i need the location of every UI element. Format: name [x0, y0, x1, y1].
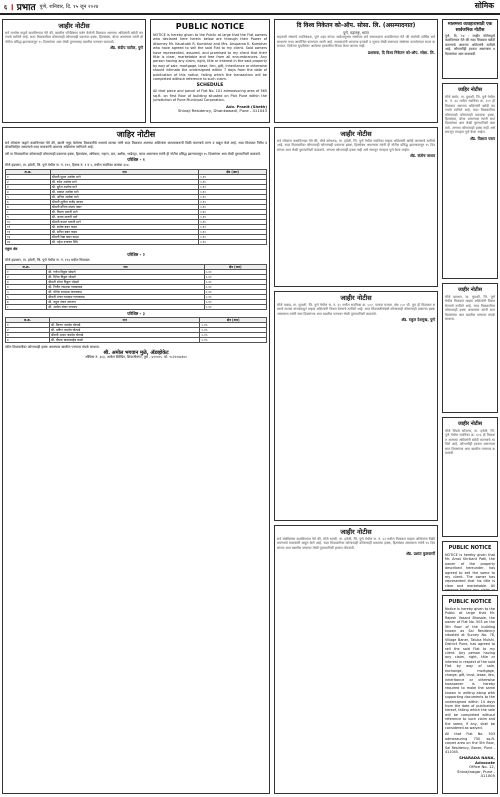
newspaper-header — [0, 0, 500, 15]
table-cell: १ — [6, 322, 50, 327]
table-cell: ४ — [6, 337, 50, 342]
jahir-notice-top — [2, 19, 146, 123]
notice-body: मौजे बाणेर, ता. मुळशी, जि. पुणे येथील स. नं. ३४ मधील सदनिका क्र. २०१ ही मिळकत आमच्या अशिलांनी खरेदी करण्याचे ठरविले आहे. सदर मिळकतीवर कोणाचाही कोणत्याही प्रकारचा हक्क, हितसंबंध, बोजा असल्यास त्यांनी सात दिवसांच्या आत लेखी पुराव्यानिशी कळवावे. अन्यथा कोणाचाही हक्क नाही असे समजून व्यवहार पूर्ण केला जाईल. — [445, 95, 495, 135]
table-cell: ५ — [6, 290, 47, 295]
table-cell: ०.१५ — [200, 337, 267, 342]
table-cell: ०.२० — [204, 300, 266, 305]
notice-signer: Adv. Pranit (Sheth) — [226, 103, 267, 109]
jahir-notice-mid — [274, 127, 438, 287]
table-cell: श्रीमती सुमन अशोक माने — [50, 175, 198, 180]
table-cell: ०.१० — [199, 200, 267, 205]
schedule-2-heading: परिशिष्ट - २ — [127, 252, 145, 258]
schedule-text: All that Flat No. 503 admeasuring 750 sq.ft. carpet area on the 5th floor, Sai Residency, Baner, Pune - 411045. — [445, 732, 495, 754]
notice-signer: अ‍ॅड. प्रशांत कुलकर्णी — [405, 551, 435, 557]
edition-date: पुणे, शनिवार, दि. १५ जून २०२४ — [39, 3, 99, 10]
table-cell: ०.१० — [199, 220, 267, 225]
notice-title: PUBLIC NOTICE — [448, 599, 492, 605]
table-cell: श्री. अजय मारुती माने — [50, 215, 198, 220]
table-cell: ०.२० — [204, 270, 266, 275]
table-cell: २ — [6, 327, 50, 332]
notice-para2: तरी या मिळकतीवर कोणाचाही कोणत्याही प्रकारचा हक्क, हितसंबंध, अधिकार, गहाण, दान, बक्षीस, भाडेपट्टा, करार असल्यास त्यांनी ही नोटीस प्रसिद्ध झाल्यापासून १५ दिवसांच्या आत लेखी पुराव्यानिशी कळवावे. — [5, 151, 261, 156]
table-cell: ८ — [6, 210, 51, 215]
table-cell: श्रीमती कमल मारुती माने — [50, 220, 198, 225]
table-cell: ०.१० — [199, 185, 267, 190]
table-cell: श्री. प्रकाश अशोक माने — [50, 190, 198, 195]
right-notice-4 — [442, 417, 498, 537]
total-label: एकूण क्षेत्र — [5, 247, 18, 252]
table-cell: १ — [6, 270, 47, 275]
notice-title: PUBLIC NOTICE — [448, 545, 492, 551]
table-row — [6, 305, 267, 310]
notice-signer: अ‍ॅड. संदीप पाटील, पुणे — [109, 45, 143, 51]
table-cell: श्री. अनिल अशोक माने — [50, 195, 198, 200]
table-header-cell: अ.क्र. — [6, 265, 47, 270]
table-cell: ३ — [6, 185, 51, 190]
table-header-cell: अ.क्र. — [6, 170, 51, 175]
notice-body: सर्व संबंधितांना कळविण्यात येते की, मौजे धायरी, ता. हवेली, जि. पुणे येथील स. नं. ४२ मधील मिळकत माझ्या अशिलांना विक्री करण्याचे मालकांनी कबूल केले आहे. सदर मिळकतीवर कोणाचाही कोणत्याही प्रकारचा हक्क, हितसंबंध असल्यास त्यांनी १४ दिवसांच्या आत खालील पत्त्यावर लेखी पुराव्यानिशी हरकत नोंदवावी. — [277, 537, 435, 550]
notice-subtitle: पुणे, महाराष्ट्र, भारत — [343, 31, 369, 35]
table-cell: श्री. गणेश विठ्ठल भोसले — [47, 270, 204, 275]
table-cell: ०.२० — [204, 305, 266, 310]
table-cell: श्री. विजय मारुती माने — [50, 210, 198, 215]
table-cell: श्रीमती वनिता संजय पवार — [50, 205, 198, 210]
table-cell: श्री. संतोष बबन कदम — [50, 225, 198, 230]
table-header-cell: नाव — [47, 265, 204, 270]
table-cell: ०.१० — [199, 235, 267, 240]
notice-signer: श्री. अमोल भगवान मुळे, अ‍ॅडव्होकेट — [103, 350, 169, 357]
right-notice-3 — [442, 283, 498, 413]
table-cell: श्री. योगेश रामदास गायकवाड — [47, 290, 204, 295]
table-cell: ०.१५ — [200, 327, 267, 332]
brand-name: प्रभात — [16, 3, 36, 13]
jahir-notice-big — [2, 127, 270, 794]
schedule-2-text: मौजे हडपसर, ता. हवेली, जि. पुणे येथील स. नं. १९३ मधील मिळकत. — [5, 257, 91, 262]
table-cell: ४ — [6, 190, 51, 195]
public-notice-english-1 — [150, 19, 270, 123]
notice-title: मालमत्ता व्यवहारासाठी एक सार्वजनिक नोटीस — [447, 22, 493, 33]
table-header-cell: नाव — [49, 317, 200, 322]
cooperative-society-notice — [274, 19, 438, 123]
notice-body: मौजे पिंपळे सौदागर, ता. हवेली, जि. पुणे येथील सदनिका क्र. ६०३ ही मिळकत आमच्या अशिलांनी खरेदी करण्याचे ठरविले आहे. कोणाचीही हरकत असल्यास सात दिवसांच्या आत खालील पत्त्यावर कळवावी. — [445, 429, 495, 456]
notice-footer: वरील मिळकतीवर कोणाचाही हक्क असल्यास खालील पत्त्यावर संपर्क साधावा. — [5, 344, 100, 349]
table-cell: ७ — [6, 300, 47, 305]
right-notice-1 — [442, 19, 498, 79]
table-cell: ९ — [6, 215, 51, 220]
notice-body: NOTICE is hereby given to the Public at large that the Flat owners who declared here herein below are through their Power of Attorney Mr. Kaustubh R. Kumbhar and Mrs. Anupama K. Kumbhar who have agreed to sell the said Flat to my client. Said owners have represented, assured, and promised to my client that their title is clear, marketable and free from all encumbrances. Any person having any claim, right, title or interest in the said property by way of sale, mortgage, lease, lien, gift, inheritance or otherwise should intimate the undersigned within 7 days from the date of publication of this notice, failing which the transaction will be completed without reference to such claim. — [153, 33, 267, 82]
table-cell: ०.१० — [199, 230, 267, 235]
notice-body: सर्व लोकांना कळविण्यात येते की, मौजे कोथरूड, ता. हवेली, जि. पुणे येथील सदनिका माझ्या अशिलांनी खरेदी करण्याचे ठरविले आहे. सदर मिळकतीवर कोणाचाही कोणत्याही प्रकारचा हक्क, हितसंबंध असल्यास त्यांनी ही नोटीस प्रसिद्ध झाल्यापासून १५ दिवसांच्या आत लेखी पुराव्यानिशी कळवावे. अन्यथा कोणाचाही हक्क नाही असे समजून व्यवहार पूर्ण केला जाईल. — [277, 139, 435, 152]
right-notice-2 — [442, 83, 498, 279]
table-cell: श्री. नितीन रामदास गायकवाड — [47, 285, 204, 290]
schedule-text: All that piece and parcel of Flat No. 101 admeasuring area of 565 sq.ft. on first floor of building situated on Plot Pune within the jurisdiction of Pune Municipal Corporation. — [153, 89, 267, 103]
jahir-notice-bottom — [274, 525, 438, 794]
table-cell: २ — [6, 275, 47, 280]
notice-title: जाहीर नोटीस — [457, 287, 482, 293]
table-cell: श्री. राहुल शंकर जगताप — [47, 300, 204, 305]
table-header-cell: क्षेत्र (आर) — [199, 170, 267, 175]
table-cell: ५ — [6, 195, 51, 200]
notice-body: मौजे वाकड, ता. मुळशी, जि. पुणे येथील स. नं. ६५ मधील सदनिका क्र. ५०२, पाचवा मजला, क्षेत्र ८५० चौ. फूट ही मिळकत सध्याचे मालक यांच्याकडून माझ्या अशिलांनी विकत घेण्याचे ठरविले आहे. सदर मिळकतीसंबंधी कोणाचाही कोणत्याही प्रकारचा हक्क असल्यास त्यांनी सात दिवसांच्या आत खालील पत्त्यावर लेखी पुराव्यानिशी कळवावे. — [277, 303, 435, 316]
notice-body: Notice is hereby given to the Public at large that Mr. Rajesh Vasant Bhosale, the owner of Flat No. 503 on the 5th floor of the building known as Sai Residency situated at Survey No. 78, Village Baner, Taluka Mulshi, District Pune, has agreed to sell the said Flat to my client. Any person having any claim, right, title or interest in respect of the said Flat by way of sale, exchange, mortgage, charge, gift, trust, lease, lien, inheritance or otherwise howsoever is hereby required to make the same known in writing along with supporting documents to the undersigned within 14 days from the date of publication hereof, failing which the sale will be completed without reference to such claim and the same, if any, shall be considered as waived. — [445, 607, 495, 730]
notice-body: सर्व जनतेस याद्वारे कळविण्यात येते की, खालील परिशिष्टात वर्णन केलेली मिळकत आमच्या अशिलांनी खरेदी करण्याचे ठरविले आहे. सदर मिळकतीवर कोणाचाही कोणत्याही प्रकारचा हक्क, हितसंबंध, बोजा असल्यास त्यांनी ही नोटीस प्रसिद्ध झाल्यापासून १५ दिवसांच्या आत लेखी पुराव्यासह खालील पत्त्यावर कळवावे. — [5, 31, 143, 44]
jahir-notice-mid2 — [274, 291, 438, 521]
table-cell: ०.१० — [199, 175, 267, 180]
table-cell: ३ — [6, 280, 47, 285]
notice-signer: प्रशासक, दि विश्व निकेतन को-ऑप. सोसा. लि. — [367, 49, 435, 55]
table-cell: ०.२० — [204, 290, 266, 295]
table-cell: ०.१० — [199, 240, 267, 245]
table-cell: ०.२० — [204, 280, 266, 285]
table-cell: श्रीमती सुनीता राजेंद्र जाधव — [50, 200, 198, 205]
table-cell: ११ — [6, 225, 51, 230]
table-header-cell: क्षेत्र (आर) — [200, 317, 267, 322]
table-header-cell: नाव — [50, 170, 198, 175]
notice-body: मौजे बावधन, ता. मुळशी, जि. पुणे येथील मिळकत माझ्या अशिलांनी विकत घेण्याचे ठरविले आहे. सदर मिळकतीवर कोणाचाही हक्क असल्यास त्यांनी सात दिवसांच्या आत खालील पत्त्यावर संपर्क साधावा. — [445, 295, 495, 322]
notice-title: जाहीर नोटीस — [58, 22, 90, 30]
table-cell: श्री. महेश दत्तात्रय शिंदे — [50, 240, 198, 245]
table-cell: १४ — [6, 240, 51, 245]
table-cell: २ — [6, 180, 51, 185]
table-cell: १२ — [6, 230, 51, 235]
notice-title: जाहीर नोटीस — [340, 130, 372, 138]
notice-title: जाहिर नोटीस — [116, 130, 156, 139]
schedule-title: SCHEDULE — [196, 83, 224, 89]
notice-address: ऑफिस नं. ३०३, अमोल बिल्डिंग, शिवाजीनगर, पुणे - ४११००५. मो. ९८२२०७४१४० — [85, 355, 187, 360]
table-cell: श्री. सुरेश अशोक माने — [50, 185, 198, 190]
notice-title: जाहीर नोटीस — [457, 421, 482, 427]
table-cell: श्रीमती आशा नामदेव घोरपडे — [49, 332, 200, 337]
table-cell: श्री. प्रवीण नामदेव घोरपडे — [49, 327, 200, 332]
table-cell: ०.१० — [199, 205, 267, 210]
table-cell: ०.१० — [199, 225, 267, 230]
table-cell: ०.१५ — [200, 332, 267, 337]
table-cell: ७ — [6, 205, 51, 210]
table-cell: ०.१० — [199, 215, 267, 220]
owners-table-3 — [5, 317, 267, 343]
table-cell: श्री. अमोल शंकर जगताप — [47, 305, 204, 310]
table-cell: १० — [6, 220, 51, 225]
table-row — [6, 240, 267, 245]
masthead-logo — [10, 0, 35, 13]
notice-intro: सर्व लोकांना याद्वारे कळविण्यात येते की, खाली नमूद केलेल्या मिळकतीचे सध्याचे मालक यांनी सदर मिळकत आमच्या अशिलांना कायमस्वरूपी विक्री करण्याचे मान्य व कबूल केले आहे. सदर मिळकत निर्वेध व बोजाविरहित असल्याचे सदर मालकांनी आमच्या अशिलांना सांगितले आहे. — [5, 141, 267, 150]
table-cell: १३ — [6, 235, 51, 240]
brand-prefix: । — [10, 3, 14, 13]
table-row — [6, 337, 267, 342]
notice-signer: SHARADA NANA, Advocate — [459, 755, 495, 765]
notice-signer: अ‍ॅड. राहुल देशमुख, पुणे — [401, 317, 435, 323]
notice-title: जाहीर नोटीस — [340, 528, 372, 536]
table-cell: ३ — [6, 332, 50, 337]
notice-title: PUBLIC NOTICE — [175, 22, 245, 31]
table-cell: ०.१० — [199, 195, 267, 200]
notice-title: जाहिर नोटीस — [457, 87, 482, 93]
table-cell: श्रीमती मंगल रामदास गायकवाड — [47, 295, 204, 300]
owners-table-2 — [5, 264, 267, 310]
page-number: ६ — [4, 3, 8, 11]
schedule-3-heading: परिशिष्ट - ३ — [127, 311, 145, 317]
section-title: सोमिक — [474, 1, 494, 10]
schedule-1-text: मौजे हडपसर, ता. हवेली, जि. पुणे येथील स. नं. १९२, हिस्सा नं. १ व २, मधील सदनिका क्रमांक ३०४. — [5, 162, 130, 167]
schedule-1-heading: परिशिष्ट - १ — [127, 157, 145, 163]
owners-table-1 — [5, 169, 267, 245]
notice-body: सहकारी संस्थांचे उपनिबंधक, पुणे शहर यांच्या आदेशानुसार संस्थेच्या सर्व सभासदांना कळविण्यात येते की संस्थेची वार्षिक सर्वसाधारण सभा आयोजित करण्यात आली आहे. सभासदांनी आपल्या हरकती व सूचना लेखी स्वरूपात संस्थेच्या कार्यालयात सादर कराव्यात. दिलेल्या मुदतीनंतर आलेल्या हरकतींचा विचार केला जाणार नाही. — [277, 35, 435, 49]
table-cell: ०.१० — [199, 210, 267, 215]
notice-body: NOTICE is hereby given that Mr. Amol Shrikant Patil, the owner of the property described hereunder, has agreed to sell the same to my client. The owner has represented that his title is clear and marketable. All persons having any claim or — [445, 553, 495, 591]
table-cell: ८ — [6, 305, 47, 310]
table-cell: श्री. रमेश अशोक माने — [50, 180, 198, 185]
public-notice-english-2 — [442, 541, 498, 591]
table-cell: ६ — [6, 295, 47, 300]
table-cell: ०.२० — [204, 285, 266, 290]
notice-title: दि विश्व निकेतन को-ऑप. सोसा. लि. (असम्पादनात) — [296, 22, 416, 29]
table-cell: १ — [6, 175, 51, 180]
public-notice-english-3 — [442, 595, 498, 794]
table-cell: ०.१० — [199, 190, 267, 195]
table-cell: श्री. किरण नामदेव घोरपडे — [49, 322, 200, 327]
notice-address: Shivaji Residency, Dhankawadi, Pune - 411043 — [178, 108, 267, 114]
notice-address: Office No. 12, Shivajinagar, Pune - 411005 — [457, 764, 495, 779]
table-header-cell: क्षेत्र (आर) — [204, 265, 266, 270]
table-cell: श्री. सचिन बबन कदम — [50, 230, 198, 235]
table-header-cell: अ.क्र. — [6, 317, 50, 322]
notice-signer: अ‍ॅड. संतोष जाधव — [409, 153, 435, 159]
notice-body: पुणे, दि. १४ : जाहीर नोटीसद्वारे कळविण्यात येते की सदर मिळकत खरेदी करण्याचे आमच्या अशिलांनी ठरविले आहे. कोणाचीही हरकत असल्यास ७ दिवसांच्या आत कळवावी. — [445, 34, 495, 56]
table-cell: श्रीमती शोभा विठ्ठल भोसले — [47, 280, 204, 285]
notice-title: जाहीर नोटीस — [340, 294, 372, 302]
table-cell: ०.२० — [204, 295, 266, 300]
notice-signer: अ‍ॅड. विशाल पवार — [469, 135, 495, 141]
table-cell: श्री. दिनेश विठ्ठल भोसले — [47, 275, 204, 280]
table-cell: श्री. दीपक बाळासाहेब काळे — [49, 337, 200, 342]
table-cell: ६ — [6, 200, 51, 205]
table-cell: ०.१५ — [200, 322, 267, 327]
table-cell: श्रीमती रेखा बबन कदम — [50, 235, 198, 240]
table-cell: ०.१० — [199, 180, 267, 185]
table-cell: ०.२० — [204, 275, 266, 280]
table-cell: ४ — [6, 285, 47, 290]
